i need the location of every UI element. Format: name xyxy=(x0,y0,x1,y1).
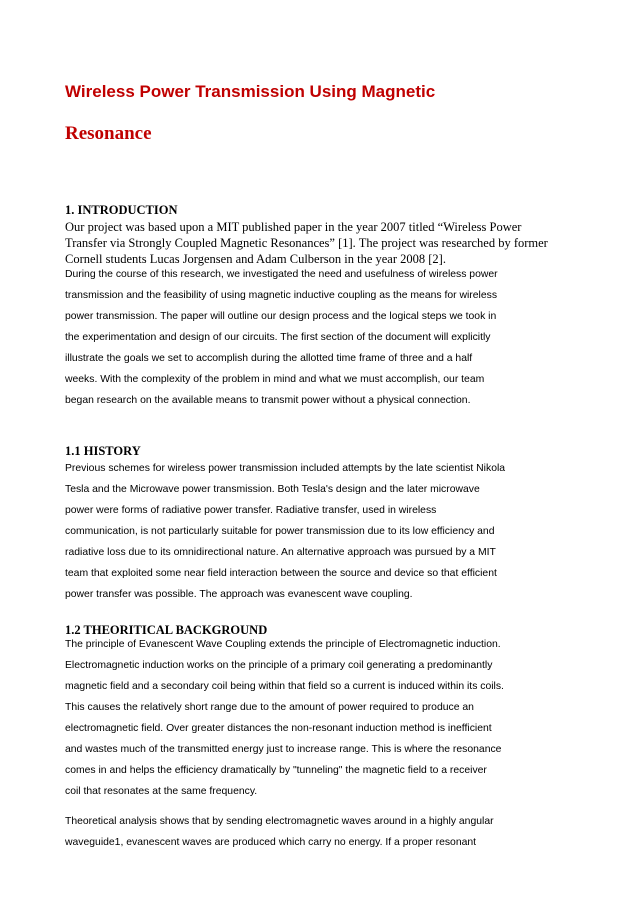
document-title-line1: Wireless Power Transmission Using Magnetic xyxy=(65,82,436,101)
intro-serif-line: Cornell students Lucas Jorgensen and Adam Culberson in the year 2008 [2]. xyxy=(65,252,446,266)
background-body-line: This causes the relatively short range due to the amount of power required to produce an xyxy=(65,702,474,713)
intro-body-line: power transmission. The paper will outline our design process and the logical steps we took in xyxy=(65,311,497,322)
background-body2-line: waveguide1, evanescent waves are produced which carry no energy. If a proper resonant xyxy=(65,837,477,848)
intro-body-line: the experimentation and design of our circuits. The first section of the document will explicitly xyxy=(65,332,491,343)
intro-body-line: illustrate the goals we set to accomplish during the allotted time frame of three and a half xyxy=(65,353,473,364)
background-body-line: and wastes much of the transmitted energy just to increase range. This is where the resonance xyxy=(65,744,502,755)
section-heading-history: 1.1 HISTORY xyxy=(65,444,141,458)
history-body-line: communication, is not particularly suitable for power transmission due to its low efficiency and xyxy=(65,526,495,537)
background-body-line: Electromagnetic induction works on the principle of a primary coil generating a predominantly xyxy=(65,660,493,671)
background-body-line: coil that resonates at the same frequency. xyxy=(65,786,258,797)
background-body-line: magnetic field and a secondary coil being within that field so a current is induced within its coils. xyxy=(65,681,504,692)
section-heading-introduction: 1. INTRODUCTION xyxy=(65,203,178,217)
background-body-line: comes in and helps the efficiency dramatically by "tunneling" the magnetic field to a receiver xyxy=(65,765,487,776)
document-title-line2: Resonance xyxy=(65,123,152,144)
history-body-line: power transfer was possible. The approach was evanescent wave coupling. xyxy=(65,589,413,600)
section-heading-theoretical-background: 1.2 THEORITICAL BACKGROUND xyxy=(65,623,268,637)
history-body-line: team that exploited some near field interaction between the source and device so that efficient xyxy=(65,568,497,579)
intro-serif-line: Transfer via Strongly Coupled Magnetic Resonances” [1]. The project was researched by former xyxy=(65,236,548,250)
background-body2-line: Theoretical analysis shows that by sending electromagnetic waves around in a highly angular xyxy=(65,816,494,827)
background-body-line: electromagnetic field. Over greater distances the non-resonant induction method is inefficient xyxy=(65,723,492,734)
intro-body-line: transmission and the feasibility of using magnetic inductive coupling as the means for wireless xyxy=(65,290,498,301)
intro-serif-line: Our project was based upon a MIT published paper in the year 2007 titled “Wireless Power xyxy=(65,220,522,234)
history-body-line: power were forms of radiative power transfer. Radiative transfer, used in wireless xyxy=(65,505,437,516)
history-body-line: Tesla and the Microwave power transmission. Both Tesla's design and the later microwave xyxy=(65,484,480,495)
intro-body-line: began research on the available means to transmit power without a physical connection. xyxy=(65,395,471,406)
intro-body-line: weeks. With the complexity of the problem in mind and what we must accomplish, our team xyxy=(65,374,485,385)
intro-body-line: During the course of this research, we investigated the need and usefulness of wireless power xyxy=(65,269,498,280)
history-body-line: Previous schemes for wireless power transmission included attempts by the late scientist Nikola xyxy=(65,463,506,474)
history-body-line: radiative loss due to its omnidirectional nature. An alternative approach was pursued by a MIT xyxy=(65,547,496,558)
background-body-line: The principle of Evanescent Wave Coupling extends the principle of Electromagnetic induction. xyxy=(65,639,501,650)
